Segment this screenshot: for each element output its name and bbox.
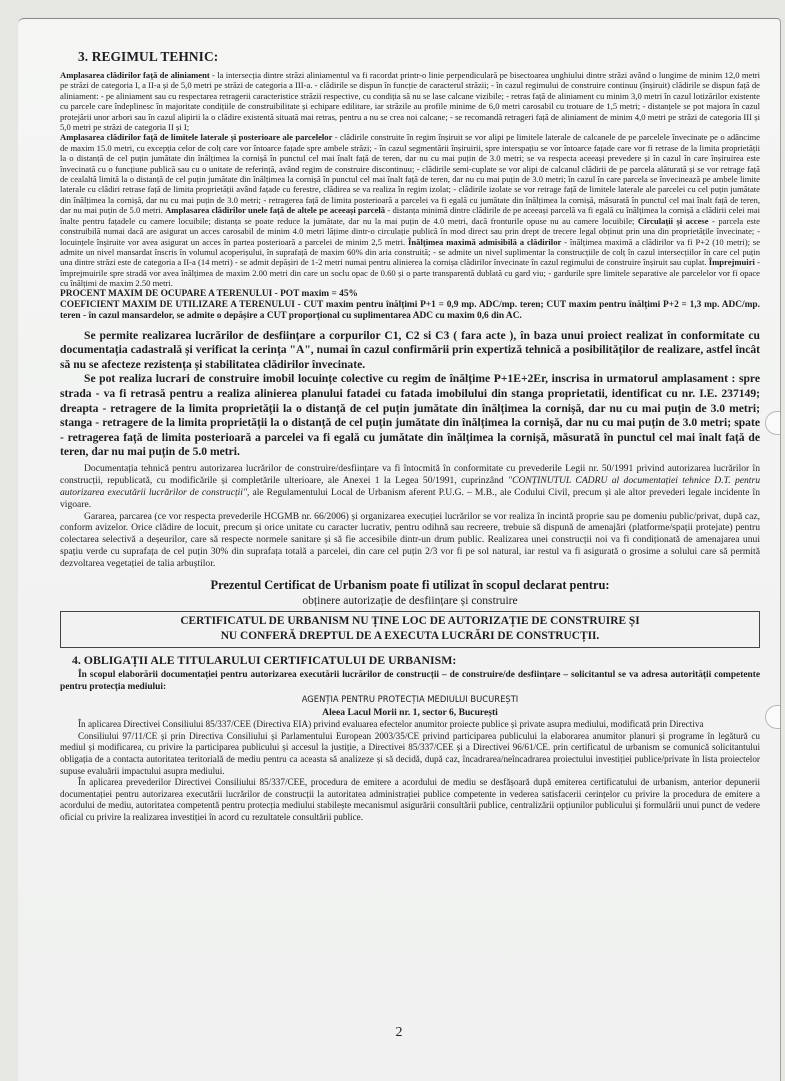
eia-paragraph-1: În aplicarea Directivei Consiliului 85/337/CEE (Directiva EIA) privind evaluarea efectelor anumitor proiecte publice și private asupra mediului, modificată prin Directiva: [78, 719, 704, 730]
alignment-text: - la intersecția dintre străzi aliniamentul va fi racordat printr-o linie perpendiculară pe bisectoarea unghiului dintre străzi având o lungime de minim 12,0 metri pe străzi de categoria I, a II-a și de 5,0 metri pe străzi de categoria a III-a. - clădirile se dispun în funcție de caracterul străzii; - în cazul regimului de construire continuu (înșiruit) clădirile se dispun față de aliniament: - pe aliniament sau cu respectarea retragerii caracteristice străzii respective, cu condiția să nu se lase calcane vizibile; - retras față de aliniament cu minim 3,0 metri în cazul lotizărilor existente cu parcele care îndeplinesc în majoritate condițiile de construibilitate și echipare edilitare, iar străzile au profile minime de 6,0 metri carosabil cu trotuare de 1,5 metri; - distanțele se pot majora în cazul protejării unor arbori sau în cazul alipirii la o clădire existentă situată mai retras, pentru a nu se crea noi calcane; - se recomandă retrageri față de aliniament de minim 4,0 metri pe străzi de categoria III și 5,0 metri pe străzi de categoria II și I;: [60, 70, 761, 133]
access-heading: Circulații și accese: [637, 215, 709, 226]
eia-paragraph-2: Consiliului 97/11/CE și prin Directiva Consiliului și Parlamentului European 2003/35/CE privind participarea publicului la elaborarea anumitor planuri și programe în legătură cu mediul și modificarea, cu privire la participarea publicului și accesul la justiție, a Directivei 85/337/CEE și a Directivei 96/61/CE. prin certificatul de urbanism se comunică solicitantului obligația de a contacta autoritatea teritorială de mediu pentru ca aceasta să analizeze și să decidă, după caz, încadrarea/neîncadrarea proiectului investiției publice/private în lista proiectelor supuse evaluării impactului asupra mediului.: [60, 730, 760, 776]
parking-paragraph: Gararea, parcarea (ce vor respecta prevederile HCGMB nr. 66/2006) și organizarea execuției lucrărilor se vor realiza în incintă proprie sau pe domeniu public/privat, după caz, conform avizelor. Orice clădire de locuit, precum și orice unitate cu caracter lucrativ, pentru odihnă sau recreere, trebuie să dispună de amenajări (platforme/spații protejate) pentru colectarea selectivă a deșeurilor, care să respecte normele sanitare și să fie accesibile dintr-un drum public. Realizarea unei construcții noi va fi condiționată de amenajarea unui spațiu verde cu suprafața de cel puțin 30% din suprafața totală a parcelei, din care cel puțin 2/3 vor fi pe sol natural, iar restul va fi asigurată o grosime a solului care să permită dezvoltarea vegetației de talia arbuștilor.: [60, 510, 760, 570]
height-heading: Înălțimea maximă admisibilă a clădirilor: [408, 236, 562, 247]
declared-purpose: [60, 578, 760, 608]
documentation-text: Documentația tehnică pentru autorizarea lucrărilor de construire/desființare va fi întocmită în conformitate cu prevederile Legii nr. 50/1991 privind autorizarea lucrărilor în construcții, republicată, cu modificările și completările ulterioare, ale Anexei 1 la Legea 50/1991, cuprinzând: [60, 462, 760, 486]
warning-line-2: NU CONFERĂ DREPTUL DE A EXECUTA LUCRĂRI DE CONSTRUCȚII.: [220, 630, 600, 643]
page-content: [60, 49, 760, 824]
section-4-title: 4. OBLIGAȚII ALE TITULARULUI CERTIFICATULUI DE URBANISM:: [72, 653, 457, 668]
pot-line: PROCENT MAXIM DE OCUPARE A TERENULUI - POT maxim = 45%: [60, 288, 358, 299]
demolition-paragraph: Se permite realizarea lucrărilor de desființare a corpurilor C1, C2 si C3 ( fara acte ), în baza unui proiect realizat în conformitate cu documentația cadastrală și verificat la cerința "A", numai în cazul confirmării prin expertiză tehnică a posibilităților de realizare, astfel încât să nu se afecteze rezistența și stabilitatea clădirilor învecinate.: [60, 328, 760, 371]
technical-regime-text: [60, 70, 760, 289]
eia-paragraph-3: În aplicarea prevederilor Directivei Consiliului 85/337/CEE, procedura de emitere a acordului de mediu se desfășoară după emiterea certificatului de urbanism, anterior depunerii documentației pentru autorizarea executării lucrărilor de construcții la autoritatea administrației publice competente in vederea satisfacerii cerințelor cu privire la procedura de emitere a acordului de mediu, autoritatea competentă pentru protecția mediului stabilește mecanismul asigurării consultării publice, centralizării opțiunilor publicului și formulării unui punct de vedere oficial cu privire la realizarea investiției în acord cu rezultatele consultării publice.: [60, 777, 760, 822]
alignment-heading: Amplasarea clădirilor față de aliniament: [60, 70, 210, 80]
warning-box: [60, 611, 760, 648]
fence-heading: Împrejmuiri: [708, 257, 755, 268]
documentation-text-end: , ale Regulamentului Local de Urbanism aferent P.U.G. – M.B., ale Codului Civil, precum și ale altor prevederi legale incidente în vigoare.: [60, 486, 760, 510]
agency-address: Aleea Lacul Morii nr. 1, sector 6, București: [322, 707, 498, 719]
lateral-heading: Amplasarea clădirilor față de limitele laterale și posterioare ale parcelelor: [60, 132, 333, 143]
construction-paragraph: Se pot realiza lucrari de construire imobil locuințe colective cu regim de înălțime P+1E+2Er, inscrisa in urmatorul amplasament : spre strada - va fi retrasă pentru a realiza alinierea planului fatadei cu fatada imobilului din stanga proprietatii, identificat cu nr. I.E. 237149; dreapta - retragere de la limita proprietății la o distanță de cel puțin jumătate din înălțimea la cornișă, dar nu cu mai puțin de 3.0 metri; stanga - retragere de la limita proprietății la o distanță de cel puțin jumătate din înălțimea la cornișă, dar nu cu mai puțin de 3.0 metri; spate - retragerea față de limita posterioară a parcelei va fi egală cu jumătate din înălțimea la cornișă, măsurată în punctul cel mai înalt față de teren, dar nu mai puțin de 5.0 metri.: [60, 372, 760, 459]
access-text: - parcela este construibilă numai dacă are asigurat un acces carosabil de minim 4.0 metri lățime dintr-o circulație publică în mod direct sau prin drept de trecere legal obținut prin una din proprietățile învecinate; - locuințele înșiruite vor avea asigurat un acces în partea posterioară a parcelei de minim 2,5 metri.: [60, 215, 760, 247]
same-parcel-heading: Amplasarea clădirilor unele față de altele pe aceeași parcelă: [165, 205, 386, 216]
fence-text: - împrejmuirile spre stradă vor avea înălțimea de maxim 2.00 metri din care un soclu opac de 0.60 și o parte transparentă dublată cu gard viu; - gardurile spre limitele separative ale parcelelor vor fi opace cu înălțimi de maxim 2.50 metri.: [60, 257, 760, 289]
page-number: 2: [395, 1025, 403, 1040]
cut-line: COEFICIENT MAXIM DE UTILIZARE A TERENULUI - CUT maxim pentru înălțimi P+1 = 0,9 mp. ADC/mp. teren; CUT maxim pentru înălțimi P+2 = 1,3 mp. ADC/mp. teren - în cazul mansardelor, se admite o depășire a CUT proporțional cu suplimentarea ADC cu maxim 0,6 din AC.: [60, 299, 760, 321]
documentation-paragraph: [60, 463, 760, 511]
punch-hole-mark: [765, 411, 780, 435]
height-text: - înălțimea maximă a clădirilor va fi P+2 (10 metri); se admite un nivel mansardat înscris în volumul acoperișului, în suprafață de maxim 60% din aria construită; - se admite un nivel suplimentar la construcțiile de colț în cazul intersecțiilor în care cel puțin una dintre străzi este de categoria a II-a (14 metri) - se admit depășiri de 1-2 metri numai pentru alinierea la cornișa clădirilor învecinate în cazul regimului de construire înșiruit sau cuplat.: [60, 236, 761, 268]
punch-hole-mark: [765, 705, 780, 729]
documentation-italic-title: "CONȚINUTUL CADRU al documentației tehnice D.T. pentru autorizarea executării lucrărilor de construcții": [60, 474, 760, 498]
section-3-title: 3. REGIMUL TEHNIC:: [78, 49, 219, 64]
declared-purpose-title: Prezentul Certificat de Urbanism poate fi utilizat în scopul declarat pentru:: [210, 578, 610, 593]
lateral-text: - clădirile construite în regim înșiruit se vor alipi pe limitele laterale de calcanele de pe parcelele învecinate pe o adâncime de maxim 15.0 metri, cu excepția celor de colț care vor întoarce fațade spre ambele străzi; - în cazul segmentării înșiruirii, spre interspațiu se vor întoarce fațade care vor fi retrase de la limita proprietății la o distanță de cel puțin jumătate din înălțimea la cornișă în punctul cel mai înalt față de teren, dar nu cu mai puțin de 3.0 metri; se va respecta aceeași prevedere și în cazul în care înșiruirea este învecinată cu o funcțiune publică sau cu o unitate de referință, având regim de construire discontinuu; - clădirile semi-cuplate se vor alipi de calcanul clădirii de pe parcela alăturată și se vor retrage față de cealaltă limită la o distanță de cel puțin jumătate din înălțimea la cornișă în punctul cel mai înalt față de teren, dar nu cu mai puțin de 3.0 metri; în cazul în care parcela se învecinează pe ambele limite laterale cu clădiri retrase față de limita proprietății având fațade cu ferestre, clădirea se va realiza în regim izolat; - clădirile izolate se vor retrage față de limitele laterale ale parcelei cu cel puțin jumătate din înălțimea la cornișă, dar nu cu mai puțin de 3.0 metri; - retragerea față de limita posterioară a parcelei va fi egală cu jumătate din înălțimea la cornișă, măsurată în punctul cel mai înalt față de teren, dar nu mai puțin de 5.0 metri.: [60, 132, 760, 216]
warning-line-1: CERTIFICATUL DE URBANISM NU ȚINE LOC DE AUTORIZAȚIE DE CONSTRUIRE ȘI: [180, 615, 640, 628]
document-page: [18, 18, 781, 1081]
declared-purpose-value: obținere autorizație de desființare și construire: [302, 594, 518, 608]
agency-name: AGENȚIA PENTRU PROTECȚIA MEDIULUI BUCUREȘTI: [301, 694, 519, 705]
same-parcel-text: - distanța minimă dintre clădirile de pe aceeași parcelă va fi egală cu înălțimea la cornișă a clădirii celei mai înalte pentru fațadele cu camere locuibile; distanța se poate reduce la jumătate, dar nu la mai puțin de 4.0 metri, dacă fronturile opuse nu au camere locuibile;: [60, 205, 760, 226]
section-4-intro: În scopul elaborării documentației pentru autorizarea executării lucrărilor de construcții – de construire/de desființare – solicitantul se va adresa autorității competente pentru protecția mediului:: [60, 670, 760, 692]
